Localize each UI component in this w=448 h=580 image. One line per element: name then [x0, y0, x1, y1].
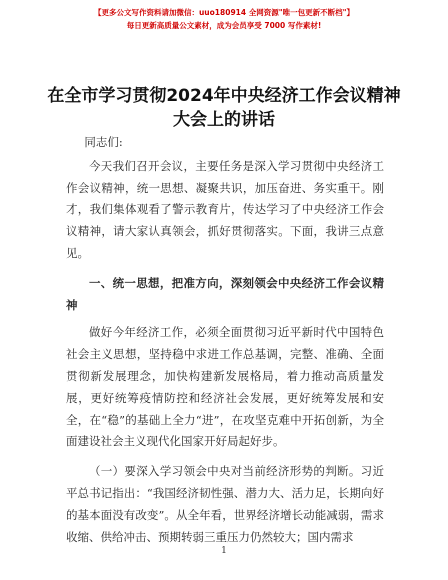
promo-banner-line-2: 每日更新高质量公文素材，成为会员享受 7000 写作素材!: [126, 21, 322, 30]
document-body: [66, 132, 384, 548]
document-title: 在全市学习贯彻2024年中央经济工作会议精神大会上的讲话: [47, 86, 401, 130]
promo-banner: [0, 6, 448, 32]
page-number: 1: [221, 546, 227, 556]
promo-banner-line-1: 【更多公文写作资料请加微信：uuo180914 全网资源"唯一包更新不断档"】: [93, 8, 355, 17]
paragraph-body: 做好今年经济工作，必须全面贯彻习近平新时代中国特色社会主义思想，坚持稳中求进工作总基调，完整、准确、全面贯彻新发展理念，加快构建新发展格局，着力推动高质量发展，更好统筹疫情防控和经济社会发展，更好统筹发展和安全，在“稳”的基础上全力“进”，在攻坚克难中开拓创新，为全面建设社会主义现代化国家开好局起好步。: [66, 325, 384, 449]
salutation: 同志们:: [84, 135, 123, 149]
paragraph-intro: 今天我们召开会议，主要任务是深入学习贯彻中央经济工作会议精神，统一思想、凝聚共识，加压奋进、务实重干。刚才，我们集体观看了警示教育片，传达学习了中央经济工作会议精神，请大家认真领会，抓好贯彻落实。下面，我讲三点意见。: [66, 158, 384, 260]
section-heading: 一、统一思想，把准方向，深刻领会中央经济工作会议精神: [66, 275, 384, 312]
paragraph-subsection: （一）要深入学习领会中央对当前经济形势的判断。习近平总书记指出：“我国经济韧性强、潜力大、活力足，长期向好的基本面没有改变”。从全年看，世界经济增长动能减弱，需求收缩、供给冲击、预期转弱三重压力仍然较大；国内需求: [66, 464, 384, 544]
